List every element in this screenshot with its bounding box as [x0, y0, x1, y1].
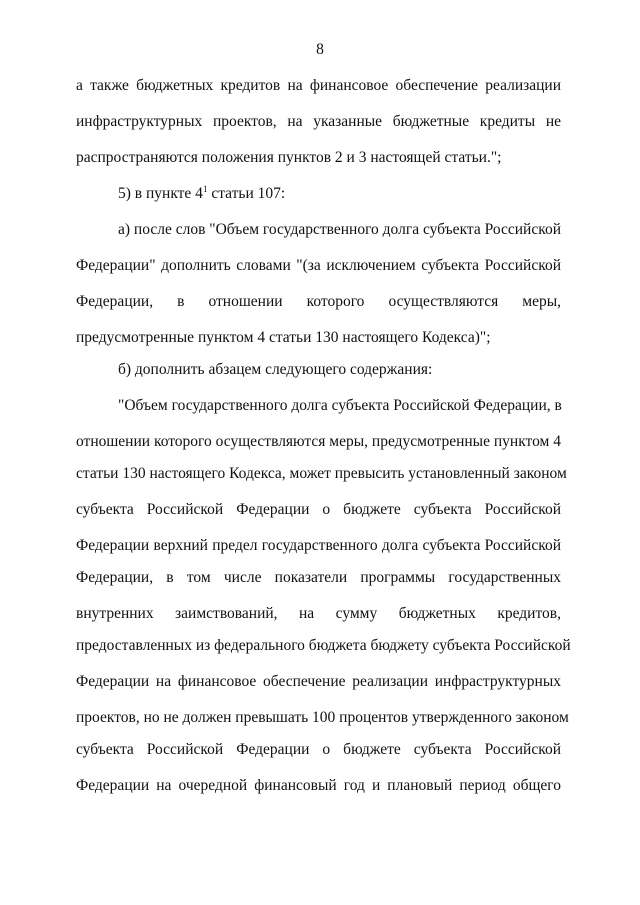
text-line: внутренних заимствований, на сумму бюджетных кредитов,: [76, 605, 561, 622]
text-line: распространяются положения пунктов 2 и 3 настоящей статьи.";: [76, 149, 502, 166]
text-line: предоставленных из федерального бюджета бюджету субъекта Российской: [76, 637, 571, 654]
text-line: отношении которого осуществляются меры, предусмотренные пунктом 4: [76, 433, 561, 450]
superscript: 1: [202, 184, 208, 194]
text-line: субъекта Российской Федерации о бюджете субъекта Российской: [76, 741, 561, 758]
text-line: б) дополнить абзацем следующего содержания:: [118, 361, 433, 378]
item-5-text-end: статьи 107:: [207, 185, 286, 202]
text-line: а также бюджетных кредитов на финансовое обеспечение реализации: [76, 77, 561, 94]
text-line: а) после слов "Объем государственного долга субъекта Российской: [118, 221, 561, 238]
text-line: "Объем государственного долга субъекта Российской Федерации, в: [118, 397, 562, 414]
item-5-heading: [118, 183, 285, 205]
text-line: Федерации, в отношении которого осуществляются меры,: [76, 293, 561, 310]
item-5-text: 5) в пункте 4: [118, 185, 203, 202]
text-line: субъекта Российской Федерации о бюджете субъекта Российской: [76, 501, 561, 518]
text-line: Федерации верхний предел государственного долга субъекта Российской: [76, 537, 561, 554]
text-line: Федерации на финансовое обеспечение реализации инфраструктурных: [76, 673, 561, 690]
text-line: Федерации, в том числе показатели программы государственных: [76, 569, 561, 586]
text-line: Федерации на очередной финансовый год и плановый период общего: [76, 777, 561, 794]
text-line: предусмотренные пунктом 4 статьи 130 настоящего Кодекса)";: [76, 329, 491, 346]
text-line: проектов, но не должен превышать 100 процентов утвержденного законом: [76, 709, 569, 726]
text-line: статьи 130 настоящего Кодекса, может превысить установленный законом: [76, 465, 567, 482]
page-number: 8: [316, 41, 324, 58]
text-line: Федерации" дополнить словами "(за исключением субъекта Российской: [76, 257, 561, 274]
text-line: инфраструктурных проектов, на указанные бюджетные кредиты не: [76, 113, 561, 130]
